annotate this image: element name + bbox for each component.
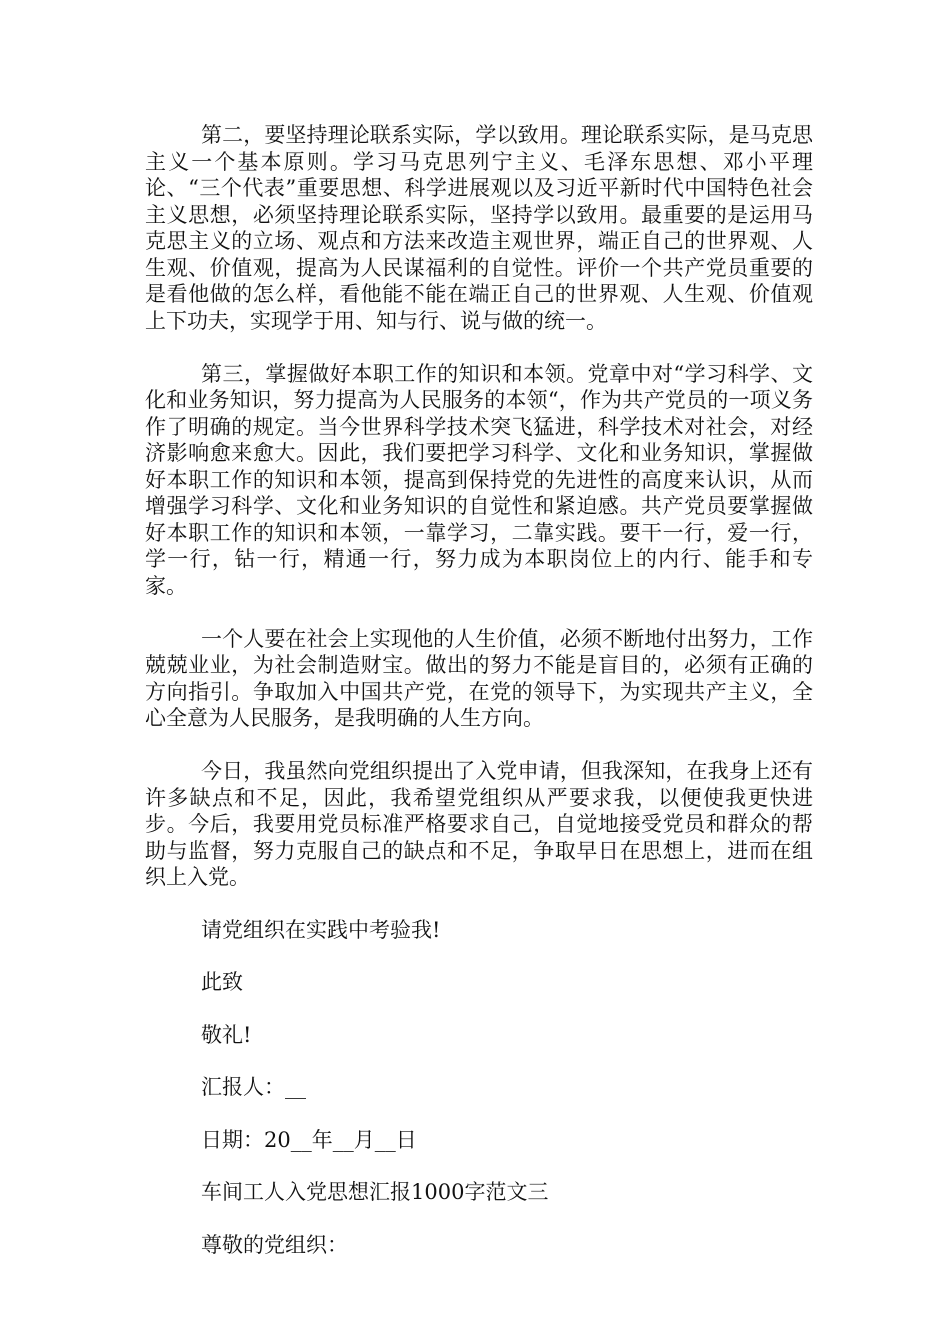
- next-section-title: 车间工人入党思想汇报1000字范文三: [201, 1180, 549, 1204]
- paragraph-gap: [145, 732, 813, 759]
- next-section-greeting: 尊敬的党组织：: [201, 1232, 348, 1257]
- document-page: [145, 122, 813, 1258]
- paragraph-gap: [145, 599, 813, 626]
- paragraph-gap: [145, 891, 813, 917]
- paragraph-gap: [145, 943, 813, 969]
- paragraph-resolution: 今日，我虽然向党组织提出了入党申请，但我深知，在我身上还有许多缺点和不足，因此，我希望党组织从严要求我，以便使我更快进步。今后，我要用党员标准严格要求自己，自觉地接受党员和群众的帮助与监督，努力克服自己的缺点和不足，争取早日在思想上，进而在组织上入党。: [145, 759, 813, 889]
- paragraph-life-value: 一个人要在社会上实现他的人生价值，必须不断地付出努力，工作兢兢业业，为社会制造财宝。做出的努力不能是盲目的，必须有正确的方向指引。争取加入中国共产党，在党的领导下，为实现共产主义，全心全意为人民服务，是我明确的人生方向。: [145, 626, 813, 730]
- paragraph-gap: [145, 334, 813, 361]
- closing-salutation-2: 敬礼!: [201, 1022, 252, 1047]
- paragraph-gap: [145, 1101, 813, 1127]
- date-line: 日期：20__年__月__日: [201, 1127, 417, 1152]
- paragraph-gap: [145, 1153, 813, 1179]
- paragraph-gap: [145, 1048, 813, 1074]
- closing-request: 请党组织在实践中考验我!: [201, 917, 441, 942]
- paragraph-gap: [145, 996, 813, 1022]
- closing-salutation-1: 此致: [201, 970, 243, 994]
- paragraph-job-skills: 第三，掌握做好本职工作的知识和本领。党章中对“学习科学、文化和业务知识，努力提高为人民服务的本领“，作为共产党员的一项义务作了明确的规定。当今世界科学技术突飞猛进，科学技术对社会，对经济影响愈来愈大。因此，我们要把学习科学、文化和业务知识，掌握做好本职工作的知识和本领，提高到保持党的先进性的高度来认识，从而增强学习科学、文化和业务知识的自觉性和紧迫感。共产党员要掌握做好本职工作的知识和本领，一靠学习，二靠实践。要干一行，爱一行，学一行，钻一行，精通一行，努力成为本职岗位上的内行、能手和专家。: [145, 361, 813, 598]
- paragraph-theory-practice: 第二，要坚持理论联系实际，学以致用。理论联系实际，是马克思主义一个基本原则。学习马克思列宁主义、毛泽东思想、邓小平理论、“三个代表”重要思想、科学进展观以及习近平新时代中国特色社会主义思想，必须坚持理论联系实际，坚持学以致用。最重要的是运用马克思主义的立场、观点和方法来改造主观世界，端正自己的世界观、人生观、价值观，提高为人民谋福利的自觉性。评价一个共产党员重要的是看他做的怎么样，看他能不能在端正自己的世界观、人生观、价值观上下功夫，实现学于用、知与行、说与做的统一。: [145, 123, 813, 333]
- paragraph-gap: [145, 1206, 813, 1232]
- reporter-line: 汇报人：__: [201, 1075, 306, 1099]
